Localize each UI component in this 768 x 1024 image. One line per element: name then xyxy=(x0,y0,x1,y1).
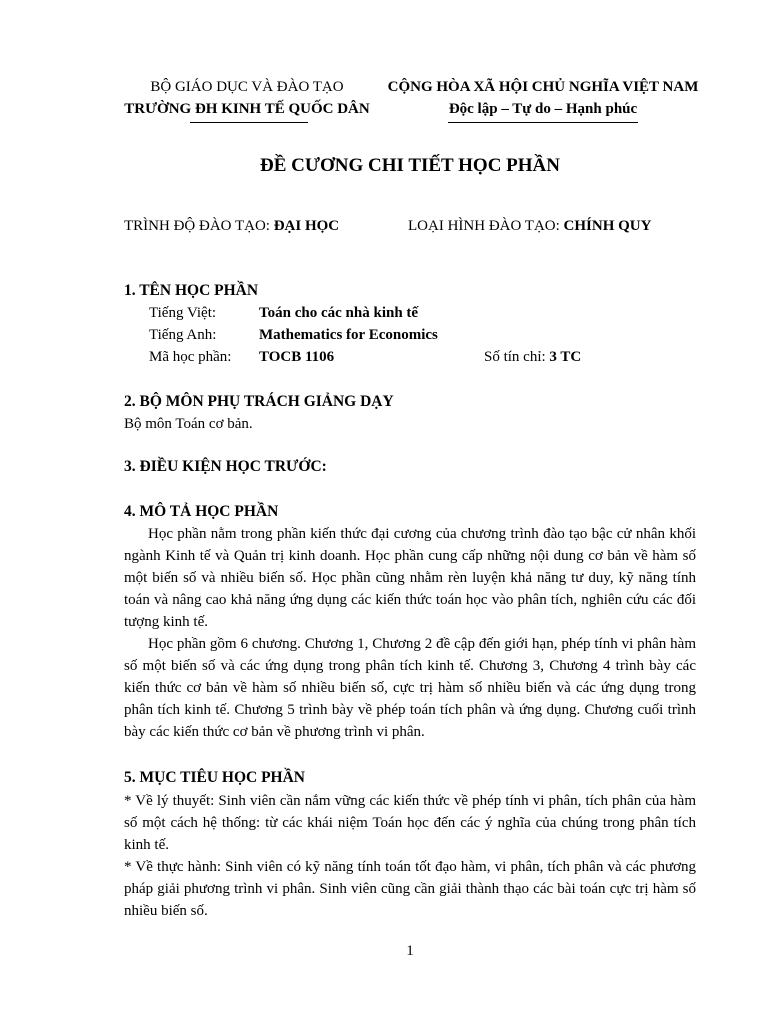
section-1-heading: 1. TÊN HỌC PHẦN xyxy=(124,282,259,299)
course-name-vn xyxy=(149,302,418,324)
course-name-en-label: Tiếng Anh: xyxy=(149,327,217,343)
course-name-vn-label: Tiếng Việt: xyxy=(149,305,217,321)
section-5-theory: * Về lý thuyết: Sinh viên cần nắm vững các kiến thức về phép tính vi phân, tích phân của hàm số một cách hệ thống: từ các khái niệm Toán học đến các ý nghĩa của chúng trong phân tích kinh tế. xyxy=(124,793,696,853)
section-5-practice: * Về thực hành: Sinh viên có kỹ năng tính toán tốt đạo hàm, vi phân, tích phân và các phương pháp giải phương trình vi phân. Sinh viên cũng cần giải thành thạo các bài toán cực trị hàm số nhiều biến số. xyxy=(124,859,696,919)
training-level-label: TRÌNH ĐỘ ĐÀO TẠO: xyxy=(124,218,274,234)
course-credits xyxy=(484,346,581,368)
course-name-vn-value: Toán cho các nhà kinh tế xyxy=(259,305,419,321)
section-4-paragraph-2: Học phần gồm 6 chương. Chương 1, Chương 2 đề cập đến giới hạn, phép tính vi phân hàm số một biến số và các ứng dụng trong phân tích kinh tế. Chương 3, Chương 4 trình bày các kiến thức cơ bản về hàm số nhiều biến số, cực trị hàm số nhiều biến và các ứng dụng trong phân tích kinh tế. Chương 5 trình bày về phép toán tích phân và ứng dụng. Chương cuối trình bày các kiến thức cơ bản về phương trình vi phân. xyxy=(124,636,696,740)
section-4-heading: 4. MÔ TẢ HỌC PHẦN xyxy=(124,503,279,520)
training-type-label: LOẠI HÌNH ĐÀO TẠO: xyxy=(408,218,564,234)
training-type xyxy=(408,215,651,237)
section-2-heading: 2. BỘ MÔN PHỤ TRÁCH GIẢNG DẠY xyxy=(124,393,394,410)
course-code-value: TOCB 1106 xyxy=(259,349,335,365)
course-code xyxy=(149,346,334,368)
course-name-en xyxy=(149,324,438,346)
section-3-heading: 3. ĐIỀU KIỆN HỌC TRƯỚC: xyxy=(124,458,327,475)
national-motto: Độc lập – Tự do – Hạnh phúc xyxy=(448,101,638,117)
training-type-value: CHÍNH QUY xyxy=(563,218,652,234)
training-level-value: ĐẠI HỌC xyxy=(273,218,340,234)
training-level xyxy=(124,215,339,237)
section-2-body: Bộ môn Toán cơ bản. xyxy=(124,416,253,432)
section-4-paragraph-1: Học phần nằm trong phần kiến thức đại cương của chương trình đào tạo bậc cử nhân khối ngành Kinh tế và Quản trị kinh doanh. Học phần cung cấp những nội dung cơ bản về hàm số một biến số và nhiều biến số. Học phần cũng nhằm rèn luyện khả năng tư duy, kỹ năng tính toán và nâng cao khả năng ứng dụng các kiến thức toán học vào phân tích, nghiên cứu các đối tượng kinh tế. xyxy=(124,526,696,630)
course-name-en-value: Mathematics for Economics xyxy=(259,327,438,343)
university-underline xyxy=(190,122,308,123)
course-credits-label: Số tín chỉ: xyxy=(484,349,550,365)
course-credits-value: 3 TC xyxy=(549,349,582,365)
document-title: ĐỀ CƯƠNG CHI TIẾT HỌC PHẦN xyxy=(260,155,560,176)
university-name: TRƯỜNG ĐH KINH TẾ QUỐC DÂN xyxy=(124,101,370,117)
motto-underline xyxy=(448,122,638,123)
course-code-label: Mã học phần: xyxy=(149,349,232,365)
section-5-heading: 5. MỤC TIÊU HỌC PHẦN xyxy=(124,769,305,786)
page-number: 1 xyxy=(406,943,414,959)
ministry-name: BỘ GIÁO DỤC VÀ ĐÀO TẠO xyxy=(150,79,344,95)
republic-name: CỘNG HÒA XÃ HỘI CHỦ NGHĨA VIỆT NAM xyxy=(387,79,699,95)
